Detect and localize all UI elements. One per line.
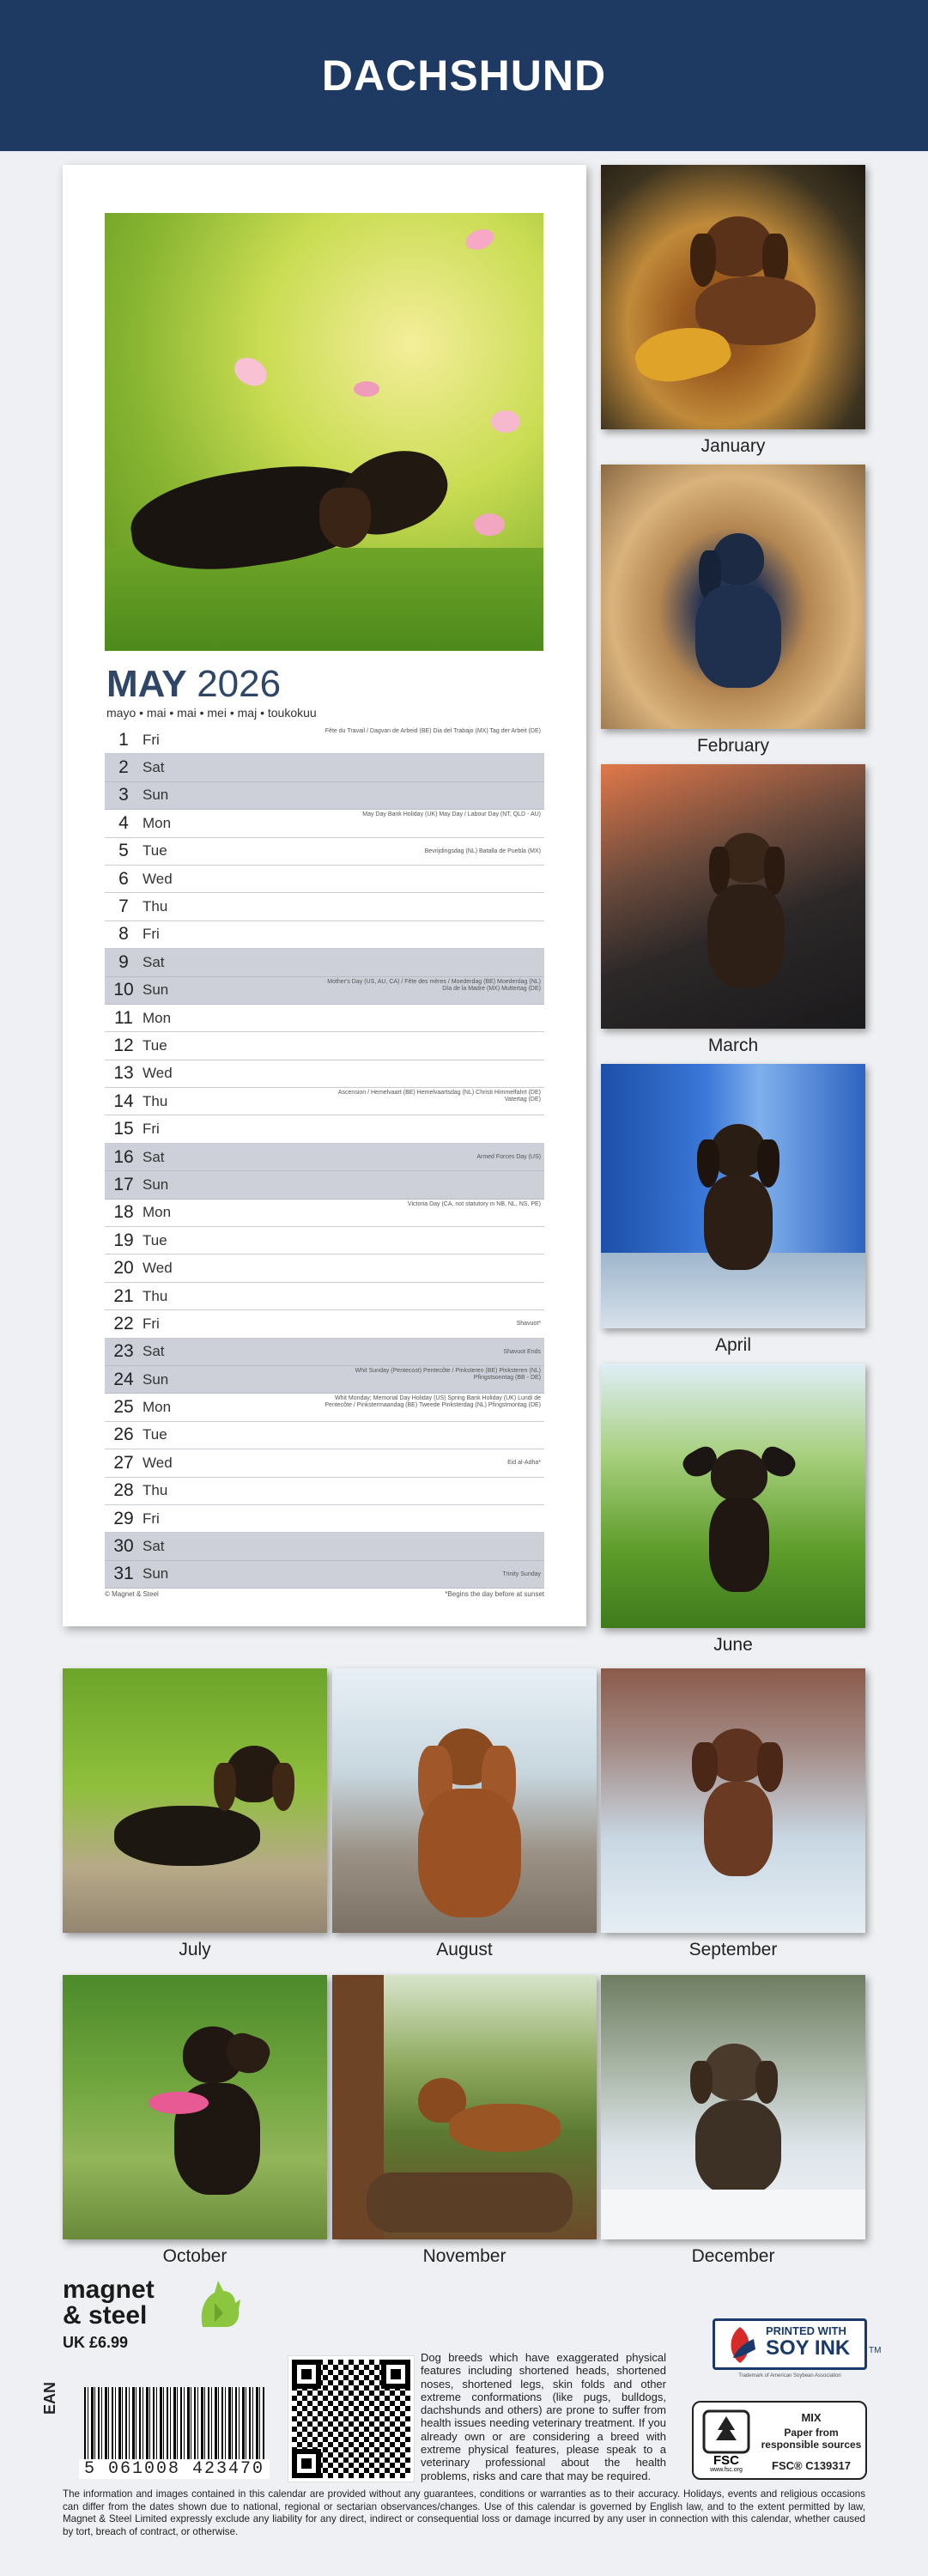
header-banner <box>0 0 928 151</box>
september-caption: September <box>688 1940 778 1959</box>
day-row <box>105 1032 544 1060</box>
sunset-footnote: *Begins the day before at sunset <box>445 1590 544 1598</box>
soybean-icon <box>719 2324 762 2366</box>
day-row <box>105 921 544 949</box>
day-of-week: Mon <box>143 814 172 831</box>
petal-shape <box>474 513 505 536</box>
soy-trademark-note: Trademark of American Soybean Association <box>738 2373 841 2379</box>
day-number: 12 <box>113 1035 134 1055</box>
day-row <box>105 1505 544 1533</box>
day-row <box>105 1561 544 1589</box>
day-of-week: Fri <box>143 1315 160 1332</box>
day-row <box>105 810 544 837</box>
day-row <box>105 754 544 781</box>
price-label: UK £6.99 <box>63 2334 129 2351</box>
january-caption: January <box>701 436 766 456</box>
day-of-week: Sat <box>143 953 165 970</box>
day-row <box>105 866 544 893</box>
day-row <box>105 1144 544 1171</box>
publisher-brand <box>63 2277 155 2352</box>
day-of-week: Fri <box>143 731 160 748</box>
day-of-week: Thu <box>143 898 168 915</box>
holiday-note: Trinity Sunday <box>502 1571 541 1577</box>
ean-label: EAN <box>41 2381 58 2415</box>
day-row <box>105 1227 544 1255</box>
day-row <box>105 977 544 1005</box>
day-number: 14 <box>113 1091 134 1111</box>
day-number: 24 <box>113 1369 134 1389</box>
day-row <box>105 949 544 976</box>
june-caption: June <box>713 1635 753 1655</box>
day-of-week: Fri <box>143 926 160 943</box>
holiday-note: Shavuot Ends <box>503 1348 541 1355</box>
fsc-logo-text: FSC <box>713 2453 739 2468</box>
day-number: 1 <box>118 729 129 750</box>
day-number: 9 <box>118 951 129 972</box>
fsc-badge <box>692 2401 867 2480</box>
petal-shape <box>354 381 379 397</box>
day-row <box>105 1422 544 1449</box>
soy-line2: SOY INK <box>766 2336 851 2360</box>
september-photo <box>601 1668 865 1933</box>
day-of-week: Fri <box>143 1121 160 1138</box>
holiday-note: Whit Monday; Memorial Day Holiday (US) Spring Bank Holiday (UK) Lundi de Pentecôte / Pinkstermaandag (BE) Tweede Pinksterdag (NL) Pfingstmontag (DE) <box>324 1395 541 1409</box>
day-number: 31 <box>113 1564 134 1584</box>
day-number: 30 <box>113 1536 134 1557</box>
day-number: 22 <box>113 1313 134 1334</box>
day-of-week: Sat <box>143 1343 165 1360</box>
day-of-week: Fri <box>143 1510 160 1527</box>
day-number: 20 <box>113 1258 134 1279</box>
day-row <box>105 1449 544 1477</box>
day-of-week: Thu <box>143 1092 168 1109</box>
day-of-week: Wed <box>143 1260 173 1277</box>
dog-figure <box>130 436 457 565</box>
fsc-code: FSC® C139317 <box>772 2459 851 2472</box>
day-number: 27 <box>113 1452 134 1473</box>
holiday-note: Victoria Day (CA, not statutory in NB, NL, NS, PE) <box>407 1200 541 1207</box>
fsc-source-line1: Paper from <box>784 2427 839 2439</box>
day-of-week: Sat <box>143 759 165 776</box>
day-number: 13 <box>113 1063 134 1084</box>
day-row <box>105 1478 544 1505</box>
day-row <box>105 1171 544 1199</box>
month-title <box>106 663 281 706</box>
day-number: 19 <box>113 1230 134 1250</box>
holiday-note: Ascension / Hemelvaart (BE) Hemelvaartsdag (NL) Christi Himmelfahrt (DE) Vatertag (DE) <box>337 1090 541 1103</box>
day-number: 2 <box>118 757 129 778</box>
day-of-week: Sat <box>143 1148 165 1165</box>
day-of-week: Wed <box>143 1454 173 1471</box>
soy-trademark-symbol: TM <box>869 2346 882 2355</box>
day-number: 18 <box>113 1202 134 1223</box>
day-list <box>105 726 544 1589</box>
day-number: 29 <box>113 1508 134 1528</box>
day-row <box>105 1005 544 1032</box>
day-row <box>105 726 544 754</box>
day-row <box>105 1394 544 1421</box>
holiday-note: Bevrijdingsdag (NL) Batalla de Puebla (MX) <box>424 848 541 854</box>
day-of-week: Sun <box>143 1176 169 1193</box>
day-number: 26 <box>113 1425 134 1445</box>
brand-name-line2: & steel <box>63 2301 148 2330</box>
november-caption: November <box>422 2246 506 2266</box>
petal-shape <box>229 352 272 392</box>
fsc-source <box>759 2427 864 2451</box>
day-number: 10 <box>113 980 134 1000</box>
day-number: 7 <box>118 896 129 917</box>
day-row <box>105 1533 544 1560</box>
day-row <box>105 1115 544 1143</box>
december-photo <box>601 1975 865 2239</box>
calendar-page <box>63 165 586 1626</box>
day-of-week: Tue <box>143 1036 167 1054</box>
day-of-week: Tue <box>143 1231 167 1249</box>
breed-health-disclaimer: Dog breeds which have exaggerated physical features including shortened heads, shortened noses, shortened legs, skin folds and other extreme conformations (like pugs, bulldogs, dachshunds and others) are prone to suffer from health issues needing veterinary treatment. If you already own or are considering a breed with extreme physical features, please speak to a veterinary professional about the health problems, risks and care that may be required. <box>421 2351 666 2482</box>
day-of-week: Thu <box>143 1287 168 1304</box>
day-of-week: Sat <box>143 1538 165 1555</box>
day-of-week: Wed <box>143 870 173 887</box>
day-of-week: Sun <box>143 1565 169 1583</box>
holiday-note: Armed Forces Day (US) <box>476 1153 541 1160</box>
day-row <box>105 782 544 810</box>
fsc-tree-icon <box>701 2409 752 2473</box>
day-number: 28 <box>113 1480 134 1501</box>
qr-code-icon <box>288 2356 414 2482</box>
barcode-icon <box>84 2387 264 2469</box>
day-number: 17 <box>113 1174 134 1194</box>
day-number: 11 <box>114 1007 133 1028</box>
april-caption: April <box>714 1335 751 1355</box>
holiday-note: Whit Sunday (Pentecost) Pentecôte / Pinksteren (BE) Pinksteren (NL) Pfingstsonntag (BB - DE) <box>355 1367 541 1381</box>
brand-name-line1: magnet <box>63 2275 155 2304</box>
april-photo <box>601 1064 865 1328</box>
holiday-note: Eid al-Adha* <box>507 1460 541 1467</box>
holiday-note: May Day Bank Holiday (UK) May Day / Labour Day (NT, QLD - AU) <box>362 811 541 818</box>
day-of-week: Mon <box>143 1204 172 1221</box>
fsc-url: www.fsc.org <box>710 2467 743 2473</box>
day-row <box>105 1255 544 1282</box>
day-number: 15 <box>113 1119 134 1139</box>
holiday-note: Fête du Travail / Dagvan de Arbeid (BE) Dia del Trabajo (MX) Tag der Arbeit (DE) <box>324 728 541 734</box>
day-row <box>105 1339 544 1366</box>
may-photo <box>105 213 543 651</box>
day-of-week: Tue <box>143 1426 167 1443</box>
march-caption: March <box>707 1036 759 1055</box>
copyright-note: © Magnet & Steel <box>105 1590 159 1598</box>
legal-notice: The information and images contained in this calendar are provided without any guarantees, conditions or warranties as to their accuracy. Holidays, events and religious occasions can differ from the dates shown due to national, regional or sectarian observances/changes. Use of this calendar is governed by English law, and to the extent permitted by law, Magnet & Steel Limited expressly exclude any liability for any direct, indirect or consequential loss or damage incurred by any user in connection with this calendar, whether caused by tort, breach of contract, or otherwise. <box>63 2488 865 2537</box>
month-year: 2026 <box>197 663 282 705</box>
dog-cat-logo-icon <box>196 2277 244 2329</box>
january-photo <box>601 165 865 429</box>
june-photo <box>601 1364 865 1628</box>
day-number: 23 <box>113 1341 134 1362</box>
day-row <box>105 893 544 920</box>
august-photo <box>332 1668 597 1933</box>
august-caption: August <box>436 1940 493 1959</box>
day-row <box>105 1060 544 1088</box>
july-caption: July <box>179 1940 211 1959</box>
october-caption: October <box>162 2246 227 2266</box>
barcode-digits: 5 061008 423470 <box>79 2459 270 2479</box>
day-row <box>105 1283 544 1310</box>
holiday-note: Mother's Day (US, AU, CA) / Fête des mères / Moederdag (BE) Moederdag (NL) Día de la Madre (MX) Muttertag (DE) <box>327 978 541 992</box>
february-photo <box>601 465 865 729</box>
day-row <box>105 1088 544 1115</box>
day-row <box>105 1310 544 1338</box>
day-row <box>105 1366 544 1394</box>
day-of-week: Sun <box>143 981 169 999</box>
calendar-title: DACHSHUND <box>321 52 607 100</box>
day-of-week: Thu <box>143 1482 168 1499</box>
day-number: 8 <box>118 924 129 945</box>
day-row <box>105 838 544 866</box>
march-photo <box>601 764 865 1029</box>
day-of-week: Wed <box>143 1065 173 1082</box>
day-of-week: Mon <box>143 1009 172 1026</box>
day-number: 25 <box>113 1397 134 1418</box>
petal-shape <box>463 226 496 253</box>
day-of-week: Tue <box>143 842 167 860</box>
october-photo <box>63 1975 327 2239</box>
petal-shape <box>491 410 520 433</box>
december-caption: December <box>691 2246 775 2266</box>
day-of-week: Mon <box>143 1399 172 1416</box>
soy-line1: PRINTED WITH <box>766 2324 846 2337</box>
day-number: 16 <box>113 1146 134 1167</box>
day-of-week: Sun <box>143 1370 169 1388</box>
november-photo <box>332 1975 597 2239</box>
fsc-source-line2: responsible sources <box>761 2439 862 2451</box>
month-translations: mayo • mai • mai • mei • maj • toukokuu <box>106 706 317 720</box>
day-number: 6 <box>118 868 129 889</box>
day-row <box>105 1200 544 1227</box>
day-number: 3 <box>118 785 129 805</box>
july-photo <box>63 1668 327 1933</box>
soy-ink-badge <box>713 2318 882 2382</box>
february-caption: February <box>696 736 770 756</box>
day-number: 5 <box>118 841 129 861</box>
holiday-note: Shavuot* <box>516 1321 541 1327</box>
fsc-mix: MIX <box>801 2411 822 2424</box>
day-of-week: Sun <box>143 787 169 804</box>
month-name: MAY <box>106 663 186 705</box>
day-number: 4 <box>118 812 129 833</box>
day-number: 21 <box>113 1285 134 1306</box>
